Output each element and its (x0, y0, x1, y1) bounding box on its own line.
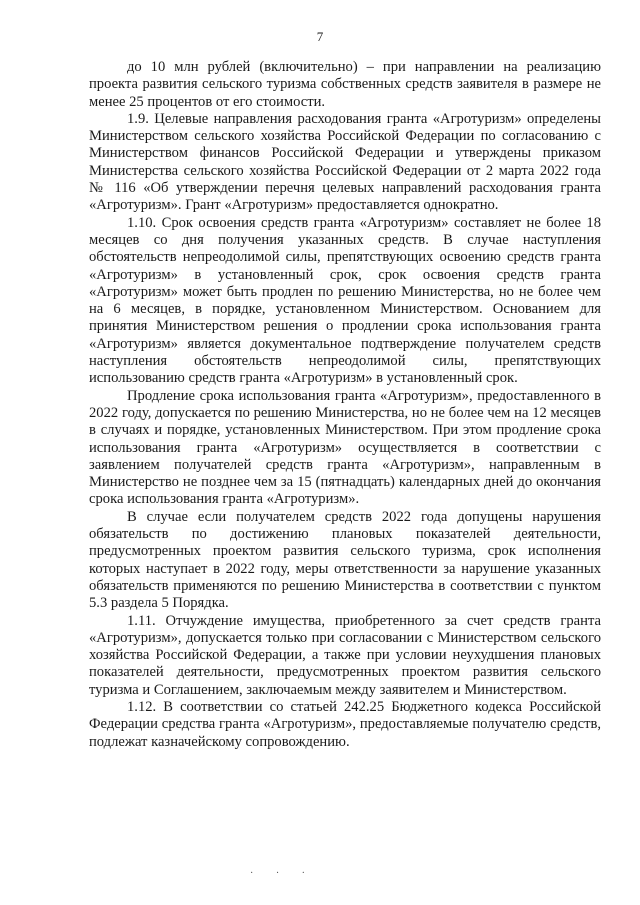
paragraph-1-9: 1.9. Целевые направления расходования гранта «Агротуризм» определены Министерством сельского хозяйства Российской Федерации по согласованию с Министерством финансов Российской Федерации и утверждены приказом Министерства сельского хозяйства Российской Федерации от 2 марта 2022 года № 116 «Об утверждении перечня целевых направлений расходования гранта «Агротуризм». Грант «Агротуризм» предоставляется однократно. (89, 110, 601, 214)
paragraph-violations: В случае если получателем средств 2022 года допущены нарушения обязательств по достижению плановых показателей деятельности, предусмотренных проектом развития сельского туризма, срок исполнения которых наступает в 2022 году, меры ответственности за нарушение указанных обязательств применяются по решению Министерства в соответствии с пунктом 5.3 раздела 5 Порядка. (89, 508, 601, 612)
scan-artifacts: · · · (250, 868, 315, 879)
paragraph-extension: Продление срока использования гранта «Агротуризм», предоставленного в 2022 году, допускается по решению Министерства, но не более чем на 12 месяцев в случаях и порядке, установленных Министерством. При этом продление срока использования гранта «Агротуризм» осуществляется в соответствии с заявлением получателей средств гранта «Агротуризм», направленным в Министерство не позднее чем за 15 (пятнадцать) календарных дней до окончания срока использования гранта «Агротуризм». (89, 387, 601, 508)
paragraph-1-11: 1.11. Отчуждение имущества, приобретенного за счет средств гранта «Агротуризм», допускается только при согласовании с Министерством сельского хозяйства Российской Федерации, а также при условии неухудшения плановых показателей деятельности, предусмотренных проектом развития сельского туризма и Соглашением, заключаемым между заявителем и Министерством. (89, 612, 601, 698)
paragraph-1-12: 1.12. В соответствии со статьей 242.25 Бюджетного кодекса Российской Федерации средства гранта «Агротуризм», предоставляемые получателю средств, подлежат казначейскому сопровождению. (89, 698, 601, 750)
paragraph-continuation: до 10 млн рублей (включительно) – при направлении на реализацию проекта развития сельского туризма собственных средств заявителя в размере не менее 25 процентов от его стоимости. (89, 59, 601, 110)
page-number: 7 (316, 29, 324, 44)
document-body (89, 59, 601, 751)
paragraph-1-10: 1.10. Срок освоения средств гранта «Агротуризм» составляет не более 18 месяцев со дня получения указанных средств. В случае наступления обстоятельств непреодолимой силы, препятствующих освоению средств гранта «Агротуризм» в установленный срок, срок освоения средств гранта «Агротуризм» может быть продлен по решению Министерства, но не более чем на 6 месяцев, в порядке, установленном Министерством. Основанием для принятия Министерством решения о продлении срока использования гранта «Агротуризм» является документальное подтверждение получателем средств наступления обстоятельств непреодолимой силы, препятствующих использованию средств гранта «Агротуризм» в установленный срок. (89, 214, 601, 387)
